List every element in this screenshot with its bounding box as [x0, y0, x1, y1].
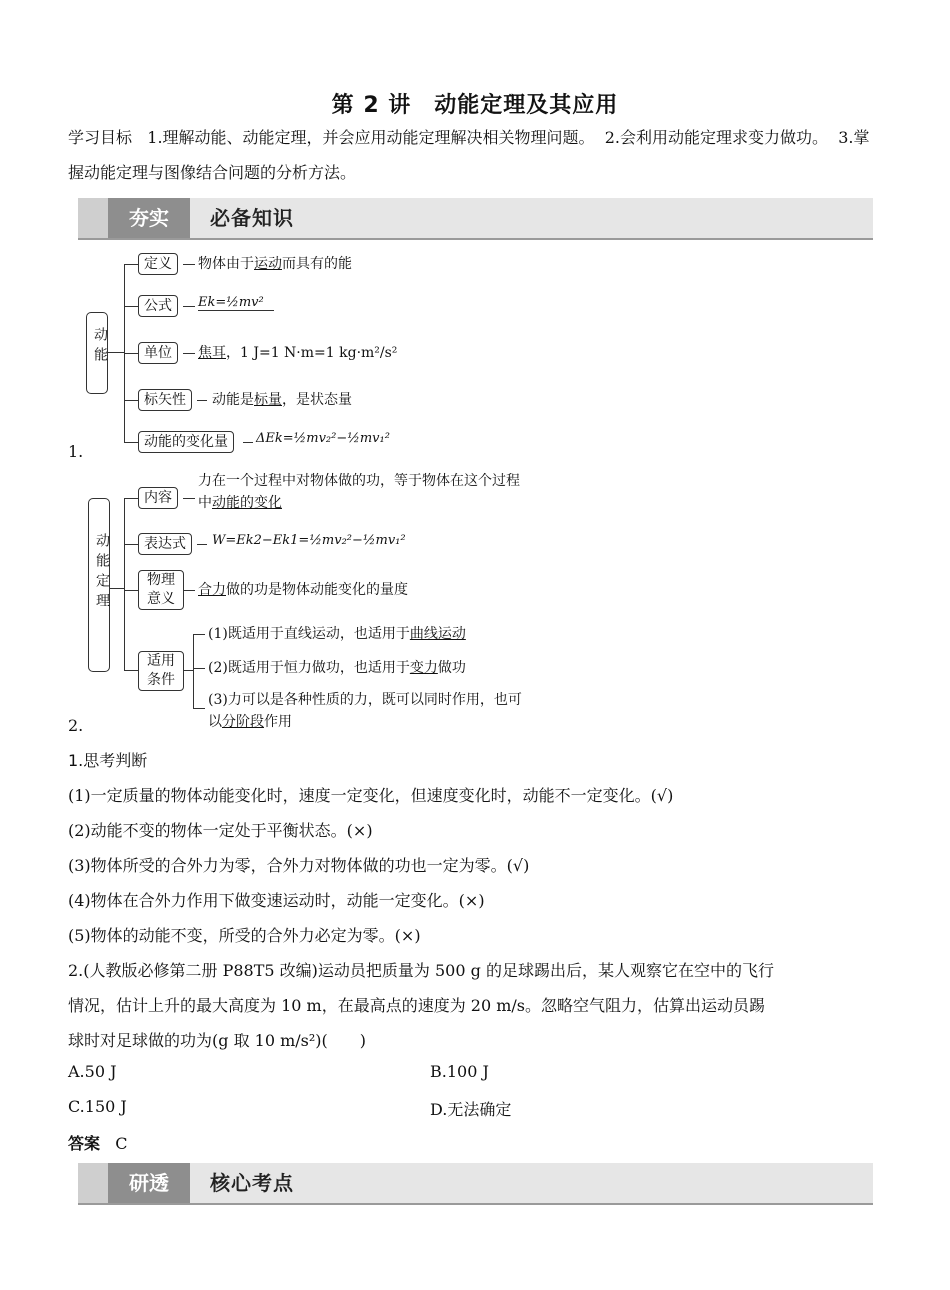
section-tag: 研透	[108, 1163, 190, 1203]
branch-physical-meaning: 物理意义	[138, 570, 184, 610]
branch-conditions: 适用条件	[138, 651, 184, 691]
section-tag: 夯实	[108, 198, 190, 238]
judge-item: (3)物体所受的合外力为零，合外力对物体做的功也一定为零。(√)	[68, 856, 530, 875]
question-stem: 球时对足球做的功为(g 取 10 m/s²)( )	[68, 1031, 367, 1050]
condition-2: (2)既适用于恒力做功，也适用于变力做功	[208, 660, 466, 676]
content-text: 力在一个过程中对物体做的功，等于物体在这个过程 中动能的变化	[198, 473, 520, 511]
unit-text: 焦耳，1 J=1 N·m=1 kg·m²/s²	[198, 345, 398, 361]
energy-change-formula: ΔEk=½mv₂²−½mv₁²	[256, 431, 390, 446]
condition-1: (1)既适用于直线运动，也适用于曲线运动	[208, 626, 466, 642]
option-a: A.50 J	[68, 1062, 117, 1081]
kinetic-energy-formula: Ek=½mv²	[198, 295, 274, 311]
definition-text: 物体由于运动而具有的能	[198, 256, 352, 272]
answer-line	[68, 1131, 128, 1154]
goal-item: 3.掌握动能定理与图像结合问题的分析方法。	[68, 128, 870, 182]
question-source: 2.(人教版必修第二册 P88T5 改编)	[68, 961, 318, 980]
question-2	[68, 953, 878, 1058]
page-title: 第 2 讲 动能定理及其应用	[331, 93, 619, 118]
judge-item: (4)物体在合外力作用下做变速运动时，动能一定变化。(×)	[68, 891, 485, 910]
section-label: 必备知识	[210, 206, 294, 230]
option-b: B.100 J	[430, 1062, 489, 1081]
item-number: 2.	[68, 716, 84, 735]
branch-expression: 表达式	[138, 533, 192, 555]
section-banner-core	[78, 1163, 873, 1205]
scalar-text: 动能是标量，是状态量	[212, 392, 352, 408]
question-stem: 运动员把质量为 500 g 的足球踢出后，某人观察它在空中的飞行	[317, 961, 774, 980]
judgement-section	[68, 743, 878, 953]
judge-item: (5)物体的动能不变，所受的合外力必定为零。(×)	[68, 926, 421, 945]
branch-energy-change: 动能的变化量	[138, 431, 234, 453]
section-label: 核心考点	[210, 1171, 294, 1195]
option-d: D.无法确定	[430, 1100, 512, 1119]
theorem-formula: W=Ek2−Ek1=½mv₂²−½mv₁²	[212, 533, 406, 548]
option-c: C.150 J	[68, 1097, 127, 1116]
item-number: 1.	[68, 442, 84, 461]
judge-item: (2)动能不变的物体一定处于平衡状态。(×)	[68, 821, 373, 840]
goal-item: 1.理解动能、动能定理，并会应用动能定理解决相关物理问题。	[147, 128, 595, 147]
goals-label: 学习目标	[68, 128, 133, 147]
answer-value: C	[115, 1134, 128, 1153]
goal-item: 2.会利用动能定理求变力做功。	[604, 128, 829, 147]
root-box-kinetic-energy: 动能	[86, 312, 108, 394]
section-banner-knowledge	[78, 198, 873, 240]
meaning-text: 合力做的功是物体动能变化的量度	[198, 582, 408, 598]
judge-heading: 1.思考判断	[68, 751, 148, 770]
judge-item: (1)一定质量的物体动能变化时，速度一定变化，但速度变化时，动能不一定变化。(√)	[68, 786, 674, 805]
root-box-theorem: 动能定理	[88, 498, 110, 672]
branch-formula: 公式	[138, 295, 178, 317]
branch-definition: 定义	[138, 253, 178, 275]
answer-label: 答案	[68, 1134, 101, 1153]
learning-goals	[68, 120, 878, 190]
condition-3: (3)力可以是各种性质的力，既可以同时作用，也可 以分阶段作用	[208, 692, 522, 730]
branch-content: 内容	[138, 487, 178, 509]
branch-unit: 单位	[138, 342, 178, 364]
branch-scalar: 标矢性	[138, 389, 192, 411]
question-stem: 情况，估计上升的最大高度为 10 m，在最高点的速度为 20 m/s。忽略空气阻力，估算出运动员踢	[68, 996, 766, 1015]
